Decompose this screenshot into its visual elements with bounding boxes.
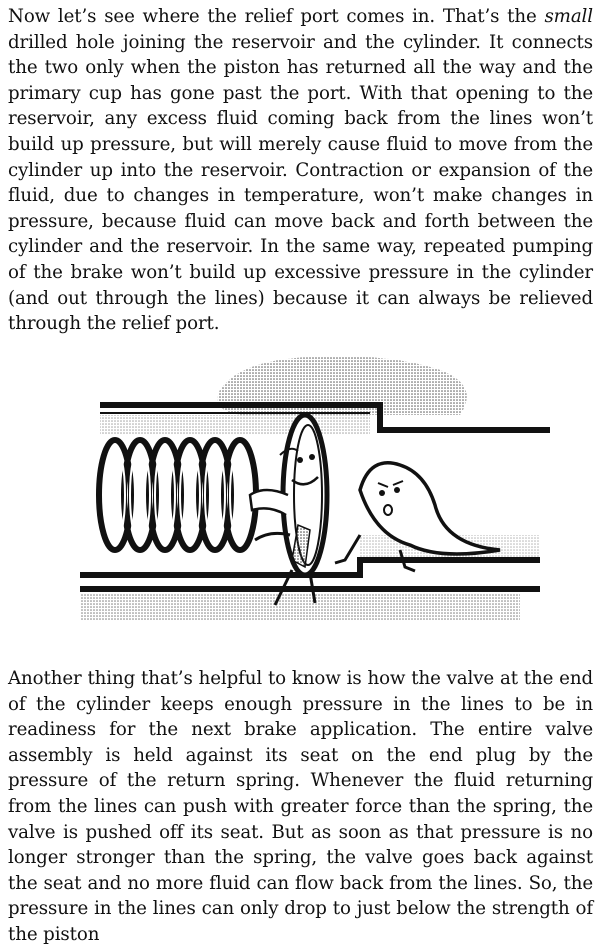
paragraph-relief-port [8,4,593,337]
cartoon-illustration [60,345,560,645]
return-spring [99,440,256,550]
paragraph-text-start: Now let’s see where the relief port comes in. That’s the [8,6,545,27]
paragraph-text-rest: drilled hole joining the reservoir and the cylinder. It connects the two only when the piston has returned all the way and the primary cup has gone past the port. With that opening to the reservoir, any excess fluid coming back from the lines won’t build up pressure, but will merely cause fluid to move from the cylinder up into the reservoir. Contraction or expansion of the fluid, due to changes in temperature, won’t make changes in pressure, because fluid can move back and forth between the cylinder and the reservoir. In the same way, repeated pumping of the brake won’t build up excessive pressure in the cylinder (and out through the lines) because it can always be relieved through the relief port. [8,31,593,335]
emphasis-small: small [544,6,593,27]
paragraph-check-valve: Another thing that’s helpful to know is how the valve at the end of the cylinder keeps enough pressure in the lines to be in readiness for the next brake application. The entire valve assembly is held against its seat on the end plug by the pressure of the return spring. Whenever the fluid returning from the lines can push with greater force than the spring, the valve is pushed off its seat. But as soon as that pressure is no longer stronger than the spring, the valve goes back against the seat and no more fluid can flow back from the lines. So, the pressure in the lines can only drop to just below the strength of the piston [8,668,593,945]
